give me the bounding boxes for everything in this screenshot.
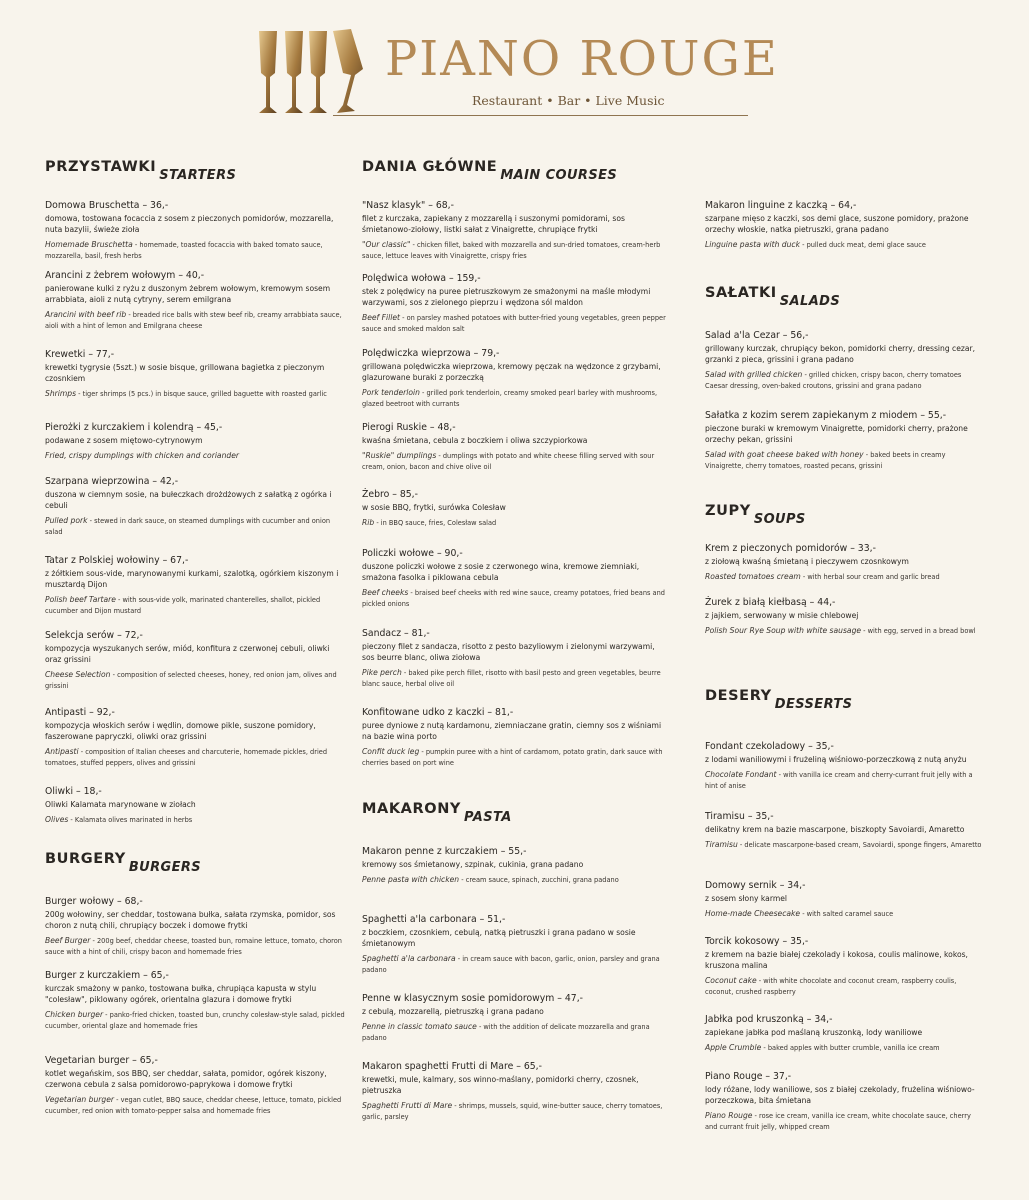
section-title-pl: DANIA GŁÓWNE bbox=[362, 159, 498, 175]
item-name: Tiramisu – 35,- bbox=[705, 811, 774, 822]
item-en bbox=[705, 625, 985, 637]
item-name: Żurek z białą kiełbasą – 44,- bbox=[705, 597, 836, 608]
item-en-name: Home-made Cheesecake bbox=[705, 909, 801, 918]
item-en-name: Fried, crispy dumplings with chicken and coriander bbox=[45, 451, 240, 460]
section-title-pl: PRZYSTAWKI bbox=[45, 159, 157, 175]
item-name: Krewetki – 77,- bbox=[45, 349, 115, 360]
item-en-name: Chocolate Fondant bbox=[705, 770, 777, 779]
section-title-pl: DESERY bbox=[705, 688, 772, 704]
item-en-name: Chicken burger bbox=[45, 1010, 104, 1019]
menu-item bbox=[705, 880, 985, 920]
item-name: Policzki wołowe – 90,- bbox=[362, 548, 463, 559]
item-en-desc: - on parsley mashed potatoes with butter-fried young vegetables, green pepper sauce and smoked maldon salt bbox=[362, 314, 666, 333]
item-en-name: Confit duck leg bbox=[362, 747, 420, 756]
item-desc: z ziołową kwaśną śmietaną i pieczywem czosnkowym bbox=[705, 557, 909, 566]
item-desc: panierowane kulki z ryżu z duszonym żebrem wołowym, kremowym sosem arrabbiata, aioli z nutą cytryny, serem emilgrana bbox=[45, 284, 331, 304]
item-name: Domowa Bruschetta – 36,- bbox=[45, 200, 169, 211]
item-desc: szarpane mięso z kaczki, sos demi glace, suszone pomidory, prażone orzechy włoskie, natka pietruszki, grana padano bbox=[705, 214, 969, 234]
item-en bbox=[45, 309, 345, 332]
item-en-name: Beef cheeks bbox=[362, 588, 409, 597]
item-en-desc: - baked pike perch fillet, risotto with basil pesto and green vegetables, beurre blanc sauce, herbal olive oil bbox=[362, 669, 661, 688]
item-en bbox=[705, 769, 985, 792]
menu-item bbox=[705, 936, 985, 998]
item-name: Fondant czekoladowy – 35,- bbox=[705, 741, 834, 752]
menu-item bbox=[362, 548, 667, 610]
item-en-name: Linguine pasta with duck bbox=[705, 240, 800, 249]
item-en-desc: - baked beets in creamy Vinaigrette, cherry tomatoes, roasted pecans, grissini bbox=[705, 451, 946, 470]
item-desc: kwaśna śmietana, cebula z boczkiem i oliwa szczypiorkowa bbox=[362, 436, 588, 445]
champagne-glasses-logo bbox=[255, 25, 365, 120]
item-name: Pierogi Ruskie – 48,- bbox=[362, 422, 456, 433]
menu-item bbox=[362, 489, 667, 529]
item-en-name: Antipasti bbox=[45, 747, 79, 756]
header-divider bbox=[333, 115, 748, 116]
item-en bbox=[362, 1021, 667, 1044]
section-title-en: SOUPS bbox=[753, 512, 806, 527]
header bbox=[255, 25, 779, 120]
item-en bbox=[45, 814, 345, 826]
menu-item bbox=[45, 200, 345, 262]
item-en-desc: - grilled chicken, crispy bacon, cherry tomatoes Caesar dressing, oven-baked croutons, grissini and grana padano bbox=[705, 371, 962, 390]
item-name: Sałatka z kozim serem zapiekanym z miodem – 55,- bbox=[705, 410, 947, 421]
menu-item bbox=[705, 330, 985, 392]
item-desc: krewetki tygrysie (5szt.) w sosie bisque, grillowana bagietka z pieczonym czosnkiem bbox=[45, 363, 325, 383]
item-en bbox=[705, 1110, 985, 1133]
menu-item bbox=[705, 1014, 985, 1054]
item-en-desc: - stewed in dark sauce, on steamed dumplings with cucumber and onion salad bbox=[45, 517, 331, 536]
item-en bbox=[45, 515, 345, 538]
item-en-name: Cheese Selection bbox=[45, 670, 111, 679]
item-en-desc: - tiger shrimps (5 pcs.) in bisque sauce, grilled baguette with roasted garlic bbox=[76, 390, 327, 398]
menu-item bbox=[362, 200, 667, 262]
menu-item bbox=[45, 896, 345, 958]
item-desc: z jajkiem, serwowany w misie chlebowej bbox=[705, 611, 859, 620]
item-name: Pierożki z kurczakiem i kolendrą – 45,- bbox=[45, 422, 223, 433]
item-name: Piano Rouge – 37,- bbox=[705, 1071, 792, 1082]
menu-item bbox=[705, 543, 985, 583]
item-en-name: Pike perch bbox=[362, 668, 402, 677]
item-en-name: Pork tenderloin bbox=[362, 388, 420, 397]
item-en-desc: - pumpkin puree with a hint of cardamom, potato gratin, dark sauce with cherries based on port wine bbox=[362, 748, 663, 767]
item-en bbox=[362, 450, 667, 473]
item-en-name: Penne pasta with chicken bbox=[362, 875, 460, 884]
menu-item bbox=[45, 349, 345, 400]
item-en bbox=[362, 1100, 667, 1123]
item-name: Makaron linguine z kaczką – 64,- bbox=[705, 200, 857, 211]
menu-item bbox=[362, 628, 667, 690]
item-en-name: Coconut cake bbox=[705, 976, 757, 985]
menu-item bbox=[45, 555, 345, 617]
item-desc: delikatny krem na bazie mascarpone, biszkopty Savoiardi, Amaretto bbox=[705, 825, 965, 834]
item-desc: grillowana polędwiczka wieprzowa, kremowy pęczak na wędzonce z grzybami, glazurowane buraki z porzeczką bbox=[362, 362, 661, 382]
item-en-name: Spaghetti a'la carbonara bbox=[362, 954, 456, 963]
item-en-desc: - with salted caramel sauce bbox=[800, 910, 894, 918]
section-desserts bbox=[705, 685, 853, 712]
item-en-name: Shrimps bbox=[45, 389, 77, 398]
item-desc: z żółtkiem sous-vide, marynowanymi kurkami, szalotką, ogórkiem kiszonym i musztardą Dijon bbox=[45, 569, 339, 589]
item-desc: podawane z sosem miętowo-cytrynowym bbox=[45, 436, 203, 445]
section-title-en: DESSERTS bbox=[774, 697, 853, 712]
item-en-name: "Ruskie" dumplings bbox=[362, 451, 437, 460]
item-en bbox=[705, 1042, 985, 1054]
item-desc: z boczkiem, czosnkiem, cebulą, natką pietruszki i grana padano w sosie śmietanowym bbox=[362, 928, 636, 948]
item-name: "Nasz klasyk" – 68,- bbox=[362, 200, 454, 211]
item-en-name: Vegetarian burger bbox=[45, 1095, 115, 1104]
item-en-desc: - in cream sauce with bacon, garlic, onion, parsley and grana padano bbox=[362, 955, 660, 974]
menu-item bbox=[705, 741, 985, 792]
item-desc: stek z polędwicy na puree pietruszkowym ze smażonymi na maśle młodymi warzywami, sos z zielonego pieprzu i wędzona sól maldon bbox=[362, 287, 651, 307]
item-en bbox=[362, 239, 667, 262]
section-title-en: MAIN COURSES bbox=[500, 168, 618, 183]
item-en bbox=[45, 239, 345, 262]
item-en-name: Olives bbox=[45, 815, 69, 824]
menu-item bbox=[362, 1061, 667, 1123]
menu-item bbox=[705, 597, 985, 637]
item-en-name: Spaghetti Frutti di Mare bbox=[362, 1101, 453, 1110]
item-name: Spaghetti a'la carbonara – 51,- bbox=[362, 914, 506, 925]
item-en-desc: - delicate mascarpone-based cream, Savoiardi, sponge fingers, Amaretto bbox=[737, 841, 982, 849]
item-en-name: Arancini with beef rib bbox=[45, 310, 127, 319]
section-title-pl: BURGERY bbox=[45, 851, 126, 867]
menu-item bbox=[45, 707, 345, 769]
item-en-desc: - with sous-vide yolk, marinated chanterelles, shallot, pickled cucumber and Dijon mustard bbox=[45, 596, 321, 615]
item-desc: duszone policzki wołowe z sosie z czerwonego wina, kremowe ziemniaki, smażona fasolka i piklowana cebula bbox=[362, 562, 640, 582]
item-en-desc: - breaded rice balls with stew beef rib, creamy arrabbiata sauce, aioli with a hint of lemon and Emilgrana cheese bbox=[45, 311, 342, 330]
item-en-name: Piano Rouge bbox=[705, 1111, 753, 1120]
item-en bbox=[705, 908, 985, 920]
item-desc: Oliwki Kalamata marynowane w ziołach bbox=[45, 800, 196, 809]
item-name: Arancini z żebrem wołowym – 40,- bbox=[45, 270, 205, 281]
item-en-name: Pulled pork bbox=[45, 516, 88, 525]
item-en-name: Apple Crumble bbox=[705, 1043, 762, 1052]
item-en bbox=[705, 369, 985, 392]
item-desc: krewetki, mule, kalmary, sos winno-maślany, pomidorki cherry, czosnek, pietruszka bbox=[362, 1075, 639, 1095]
menu-item bbox=[362, 422, 667, 473]
item-en bbox=[705, 839, 985, 851]
item-en-name: Beef Burger bbox=[45, 936, 91, 945]
item-desc: kompozycja włoskich serów i wędlin, domowe pikle, suszone pomidory, faszerowane papryczki, oliwki oraz grissini bbox=[45, 721, 316, 741]
menu-item bbox=[45, 970, 345, 1032]
item-en-name: Rib bbox=[362, 518, 375, 527]
item-en bbox=[362, 587, 667, 610]
section-title-en: BURGERS bbox=[128, 860, 202, 875]
section-title-en: PASTA bbox=[464, 810, 512, 825]
menu-item bbox=[362, 273, 667, 335]
item-desc: pieczone buraki w kremowym Vinaigrette, pomidorki cherry, prażone orzechy pekan, grissini bbox=[705, 424, 968, 444]
item-name: Sandacz – 81,- bbox=[362, 628, 430, 639]
section-title-en: STARTERS bbox=[159, 168, 237, 183]
brand-name: PIANO ROUGE bbox=[385, 31, 779, 87]
item-en bbox=[45, 669, 345, 692]
item-name: Burger wołowy – 68,- bbox=[45, 896, 143, 907]
section-pasta bbox=[362, 798, 512, 825]
brand-tagline: Restaurant • Bar • Live Music bbox=[472, 93, 665, 108]
item-desc: w sosie BBQ, frytki, surówka Colesław bbox=[362, 503, 506, 512]
item-en-desc: - homemade, toasted focaccia with baked tomato sauce, mozzarella, basil, fresh herbs bbox=[45, 241, 323, 260]
menu-item bbox=[362, 707, 667, 769]
item-en-desc: - composition of Italian cheeses and charcuterie, homemade pickles, dried tomatoes, stuffed peppers, olives and grissini bbox=[45, 748, 328, 767]
menu-item bbox=[362, 993, 667, 1044]
item-desc: z cebulą, mozzarellą, pietruszką i grana padano bbox=[362, 1007, 544, 1016]
item-name: Krem z pieczonych pomidorów – 33,- bbox=[705, 543, 876, 554]
item-desc: duszona w ciemnym sosie, na bułeczkach drożdżowych z sałatką z ogórka i cebuli bbox=[45, 490, 332, 510]
menu-item bbox=[45, 270, 345, 332]
item-en-desc: - chicken fillet, baked with mozzarella and sun-dried tomatoes, cream-herb sauce, lettuce leaves with Vinaigrette, crispy fries bbox=[362, 241, 661, 260]
item-en bbox=[705, 239, 985, 251]
menu-item bbox=[362, 846, 667, 886]
section-title-pl: SAŁATKI bbox=[705, 285, 777, 301]
item-en bbox=[705, 571, 985, 583]
item-en bbox=[45, 746, 345, 769]
menu-item bbox=[45, 786, 345, 826]
section-title-en: SALADS bbox=[779, 294, 841, 309]
item-desc: z lodami waniliowymi i frużeliną wiśniowo-porzeczkową z nutą anyżu bbox=[705, 755, 967, 764]
item-name: Torcik kokosowy – 35,- bbox=[705, 936, 809, 947]
item-en-desc: - rose ice cream, vanilla ice cream, white chocolate sauce, cherry and currant fruit jelly, whipped cream bbox=[705, 1112, 971, 1131]
item-name: Selekcja serów – 72,- bbox=[45, 630, 143, 641]
menu-item bbox=[45, 1055, 345, 1117]
item-desc: kompozycja wyszukanych serów, miód, konfitura z czerwonej cebuli, oliwki oraz grissini bbox=[45, 644, 330, 664]
item-en-desc: - baked apples with butter crumble, vanilla ice cream bbox=[761, 1044, 940, 1052]
item-en-name: Beef Fillet bbox=[362, 313, 400, 322]
item-en-desc: - Kalamata olives marinated in herbs bbox=[68, 816, 193, 824]
item-en-desc: - composition of selected cheeses, honey, red onion jam, olives and grissini bbox=[45, 671, 337, 690]
item-en bbox=[362, 746, 667, 769]
item-en-name: "Our classic" bbox=[362, 240, 411, 249]
item-name: Szarpana wieprzowina – 42,- bbox=[45, 476, 179, 487]
item-en bbox=[362, 312, 667, 335]
item-desc: grillowany kurczak, chrupiący bekon, pomidorki cherry, dressing cezar, grzanki z pieca, grissini i grana padano bbox=[705, 344, 976, 364]
item-en-name: Polish beef Tartare bbox=[45, 595, 116, 604]
item-en-desc: - panko-fried chicken, toasted bun, crunchy colesław-style salad, pickled cucumber, oriental glaze and homemade fries bbox=[45, 1011, 345, 1030]
menu-item bbox=[45, 476, 345, 538]
item-en-desc: - with egg, served in a bread bowl bbox=[861, 627, 976, 635]
item-en-desc: - with the addition of delicate mozzarella and grana padano bbox=[362, 1023, 650, 1042]
item-en-name: Salad with grilled chicken bbox=[705, 370, 803, 379]
item-en-desc: - with herbal sour cream and garlic bread bbox=[800, 573, 940, 581]
item-name: Makaron spaghetti Frutti di Mare – 65,- bbox=[362, 1061, 542, 1072]
item-en-desc: - cream sauce, spinach, zucchini, grana padano bbox=[459, 876, 619, 884]
item-en-name: Homemade Bruschetta bbox=[45, 240, 133, 249]
item-name: Żebro – 85,- bbox=[362, 489, 418, 500]
item-desc: kotlet wegańskim, sos BBQ, ser cheddar, sałata, pomidor, ogórek kiszony, czerwona cebula z salsa pomidorowo-paprykowa i domowe frytki bbox=[45, 1069, 327, 1089]
section-salads bbox=[705, 282, 841, 309]
section-starters bbox=[45, 156, 237, 183]
item-desc: zapiekane jabłka pod maślaną kruszonką, lody waniliowe bbox=[705, 1028, 923, 1037]
section-title-pl: MAKARONY bbox=[362, 801, 462, 817]
menu-item bbox=[705, 811, 985, 851]
item-en bbox=[362, 517, 667, 529]
item-en bbox=[45, 1094, 345, 1117]
item-desc: puree dyniowe z nutą kardamonu, ziemniaczane gratin, ciemny sos z wiśniami na bazie wina porto bbox=[362, 721, 662, 741]
item-en-desc: - pulled duck meat, demi glace sauce bbox=[800, 241, 926, 249]
item-en bbox=[45, 388, 345, 400]
item-name: Salad a'la Cezar – 56,- bbox=[705, 330, 809, 341]
section-soups bbox=[705, 500, 806, 527]
item-name: Konfitowane udko z kaczki – 81,- bbox=[362, 707, 514, 718]
item-en-name: Tiramisu bbox=[705, 840, 738, 849]
menu-item bbox=[705, 200, 985, 251]
item-en-desc: - vegan cutlet, BBQ sauce, cheddar cheese, lettuce, tomato, pickled cucumber, red onion with tomato-pepper salsa and homemade fries bbox=[45, 1096, 342, 1115]
item-en bbox=[45, 1009, 345, 1032]
item-name: Oliwki – 18,- bbox=[45, 786, 102, 797]
item-desc: kremowy sos śmietanowy, szpinak, cukinia, grana padano bbox=[362, 860, 584, 869]
item-en bbox=[705, 449, 985, 472]
item-en-desc: - 200g beef, cheddar cheese, toasted bun, romaine lettuce, tomato, choron sauce with a hint of chili, crispy bacon and homemade fries bbox=[45, 937, 342, 956]
menu-item bbox=[705, 1071, 985, 1133]
item-desc: pieczony filet z sandacza, risotto z pesto bazyliowym i zielonymi warzywami, sos beurre blanc, oliwa ziołowa bbox=[362, 642, 655, 662]
item-en-name: Polish Sour Rye Soup with white sausage bbox=[705, 626, 862, 635]
item-name: Makaron penne z kurczakiem – 55,- bbox=[362, 846, 527, 857]
item-en-desc: - braised beef cheeks with red wine sauce, creamy potatoes, fried beans and pickled onions bbox=[362, 589, 665, 608]
item-en bbox=[362, 667, 667, 690]
item-name: Tatar z Polskiej wołowiny – 67,- bbox=[45, 555, 189, 566]
item-desc: z sosem słony karmel bbox=[705, 894, 788, 903]
item-name: Burger z kurczakiem – 65,- bbox=[45, 970, 169, 981]
item-name: Domowy sernik – 34,- bbox=[705, 880, 806, 891]
item-desc: lody różane, lody waniliowe, sos z białej czekolady, frużelina wiśniowo-porzeczkowa, bita śmietana bbox=[705, 1085, 975, 1105]
item-name: Penne w klasycznym sosie pomidorowym – 47,- bbox=[362, 993, 584, 1004]
item-en-desc: - in BBQ sauce, fries, Colesław salad bbox=[374, 519, 497, 527]
item-name: Vegetarian burger – 65,- bbox=[45, 1055, 158, 1066]
section-title-pl: ZUPY bbox=[705, 503, 751, 519]
section-main-courses bbox=[362, 156, 618, 183]
item-en-name: Roasted tomatoes cream bbox=[705, 572, 801, 581]
item-en-name: Salad with goat cheese baked with honey bbox=[705, 450, 864, 459]
menu-item bbox=[362, 348, 667, 410]
item-en-desc: - shrimps, mussels, squid, wine-butter sauce, cherry tomatoes, garlic, parsley bbox=[362, 1102, 663, 1121]
item-en-desc: - grilled pork tenderloin, creamy smoked pearl barley with mushrooms, glazed beetroot with currants bbox=[362, 389, 658, 408]
menu-item bbox=[362, 914, 667, 976]
item-en bbox=[45, 935, 345, 958]
item-en bbox=[362, 953, 667, 976]
item-en-name: Penne in classic tomato sauce bbox=[362, 1022, 477, 1031]
item-name: Polędwica wołowa – 159,- bbox=[362, 273, 481, 284]
item-desc: domowa, tostowana focaccia z sosem z pieczonych pomidorów, mozzarella, nuta bazylii, świeże zioła bbox=[45, 214, 334, 234]
item-name: Jabłka pod kruszonką – 34,- bbox=[705, 1014, 833, 1025]
item-en bbox=[362, 387, 667, 410]
item-desc: z kremem na bazie białej czekolady i kokosa, coulis malinowe, kokos, kruszona malina bbox=[705, 950, 968, 970]
item-en bbox=[705, 975, 985, 998]
item-en bbox=[45, 594, 345, 617]
item-name: Polędwiczka wieprzowa – 79,- bbox=[362, 348, 500, 359]
item-desc: kurczak smażony w panko, tostowana bułka, chrupiąca kapusta w stylu "colesław", piklowany ogórek, orientalna glazura i domowe frytki bbox=[45, 984, 317, 1004]
item-en-desc: - dumplings with potato and white cheese filling served with sour cream, onion, bacon and chive olive oil bbox=[362, 452, 655, 471]
item-name: Antipasti – 92,- bbox=[45, 707, 115, 718]
item-desc: 200g wołowiny, ser cheddar, tostowana bułka, sałata rzymska, pomidor, sos choron z nutą chili, chrupiący boczek i domowe frytki bbox=[45, 910, 336, 930]
item-en bbox=[362, 874, 667, 886]
menu-item bbox=[705, 410, 985, 472]
item-desc: filet z kurczaka, zapiekany z mozzarellą i suszonymi pomidorami, sos śmietanowo-ziołowy, listki sałat z Vinaigrette, chrupiące frytki bbox=[362, 214, 625, 234]
section-burgers bbox=[45, 848, 202, 875]
item-en bbox=[45, 450, 345, 462]
menu-item bbox=[45, 630, 345, 692]
item-en-desc: - with vanilla ice cream and cherry-currant fruit jelly with a hint of anise bbox=[705, 771, 973, 790]
item-en-desc: - with white chocolate and coconut cream, raspberry coulis, coconut, crushed raspberry bbox=[705, 977, 957, 996]
menu-item bbox=[45, 422, 345, 462]
